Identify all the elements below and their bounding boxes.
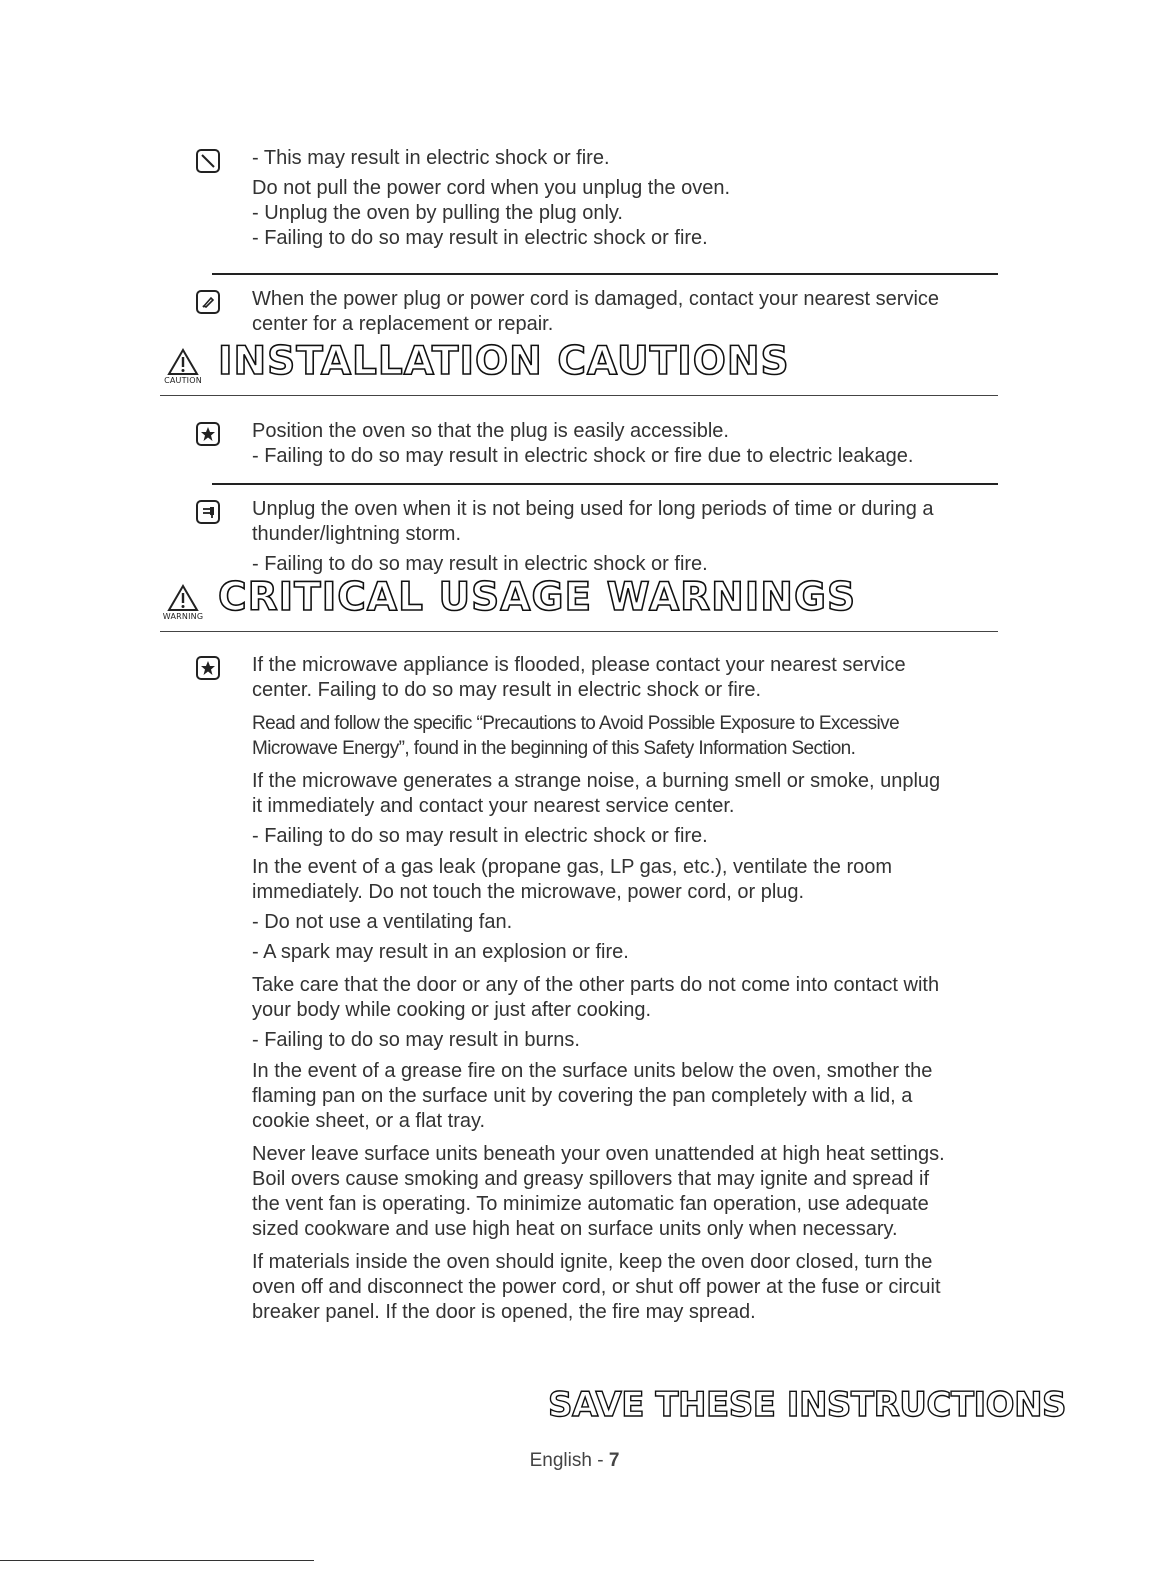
- footer-language: English -: [529, 1450, 609, 1471]
- paragraph: [252, 1142, 1001, 1242]
- section-title: CRITICAL USAGE WARNINGS: [218, 575, 857, 620]
- text-line: thunder/lightning storm.: [252, 523, 462, 545]
- text-line: it immediately and contact your nearest service center.: [252, 795, 735, 817]
- damaged-cord-warning: [196, 287, 1001, 337]
- text-line: When the power plug or power cord is damaged, contact your nearest service: [252, 288, 940, 310]
- heading-underline: [160, 631, 998, 632]
- section-title: INSTALLATION CAUTIONS: [218, 339, 790, 384]
- text-line: Position the oven so that the plug is easily accessible.: [252, 420, 729, 442]
- power-cord-warning: [196, 146, 1001, 251]
- text-line: - Failing to do so may result in electric shock or fire.: [252, 227, 708, 249]
- warning-badge: [160, 584, 206, 621]
- text-line: Do not pull the power cord when you unplug the oven.: [252, 177, 731, 199]
- paragraph: [252, 973, 1001, 1053]
- text-line: If materials inside the oven should ignite, keep the oven door closed, turn the: [252, 1251, 933, 1273]
- caution-badge: [160, 348, 206, 385]
- star-instruction-icon: [196, 656, 220, 680]
- text-line: center. Failing to do so may result in electric shock or fire.: [252, 679, 762, 701]
- unplug-icon: [196, 500, 220, 524]
- text-line: cookie sheet, or a flat tray.: [252, 1110, 486, 1132]
- text-line: - Do not use a ventilating fan.: [252, 911, 513, 933]
- installation-cautions-heading: [160, 339, 998, 396]
- text-line: your body while cooking or just after cooking.: [252, 999, 652, 1021]
- text-line: Read and follow the specific “Precautions to Avoid Possible Exposure to Excessive: [252, 713, 900, 734]
- save-these-instructions: SAVE THESE INSTRUCTIONS: [548, 1385, 1067, 1425]
- text-line: Take care that the door or any of the other parts do not come into contact with: [252, 974, 940, 996]
- paragraph: [252, 653, 1001, 703]
- text-line: Microwave Energy”, found in the beginning of this Safety Information Section.: [252, 738, 856, 759]
- bottom-rule: [0, 1560, 314, 1561]
- text-line: - Failing to do so may result in electric shock or fire.: [252, 553, 708, 575]
- text-line: - Unplug the oven by pulling the plug only.: [252, 202, 623, 224]
- text-line: If the microwave generates a strange noise, a burning smell or smoke, unplug: [252, 770, 941, 792]
- paragraph: [252, 711, 1001, 761]
- text-line: If the microwave appliance is flooded, please contact your nearest service: [252, 654, 906, 676]
- text-line: Unplug the oven when it is not being used for long periods of time or during a: [252, 498, 934, 520]
- text-line: immediately. Do not touch the microwave, power cord, or plug.: [252, 881, 805, 903]
- text-line: - Failing to do so may result in electric shock or fire.: [252, 825, 708, 847]
- divider: [212, 273, 998, 275]
- paragraph: [252, 1250, 1001, 1325]
- divider: [212, 483, 998, 485]
- warning-triangle-icon: [167, 348, 199, 376]
- text-line: center for a replacement or repair.: [252, 313, 554, 335]
- paragraph: [252, 769, 1001, 849]
- text-line: - Failing to do so may result in electric shock or fire due to electric leakage.: [252, 445, 914, 467]
- unplug-instruction: [196, 497, 1001, 577]
- caution-label: CAUTION: [164, 376, 202, 385]
- text-line: - A spark may result in an explosion or fire.: [252, 941, 629, 963]
- heading-underline: [160, 395, 998, 396]
- page-number: 7: [608, 1450, 620, 1471]
- warning-label: WARNING: [162, 612, 204, 621]
- text-line: - This may result in electric shock or fire.: [252, 147, 610, 169]
- text-line: sized cookware and use high heat on surface units only when necessary.: [252, 1218, 898, 1240]
- warning-triangle-icon: [167, 584, 199, 612]
- page-footer: [0, 1450, 1149, 1472]
- paragraph: [252, 1059, 1001, 1134]
- star-instruction-icon: [196, 422, 220, 446]
- text-line: In the event of a grease fire on the surface units below the oven, smother the: [252, 1060, 933, 1082]
- text-line: the vent fan is operating. To minimize automatic fan operation, use adequate: [252, 1193, 929, 1215]
- text-line: oven off and disconnect the power cord, or shut off power at the fuse or circuit: [252, 1276, 941, 1298]
- text-line: In the event of a gas leak (propane gas, LP gas, etc.), ventilate the room: [252, 856, 893, 878]
- critical-warnings-list: [196, 653, 1001, 1325]
- critical-usage-warnings-heading: [160, 575, 998, 632]
- paragraph: [252, 855, 1001, 965]
- accessible-plug-instruction: [196, 419, 1001, 469]
- contact-service-icon: [196, 290, 220, 314]
- text-line: Boil overs cause smoking and greasy spillovers that may ignite and spread if: [252, 1168, 930, 1190]
- text-line: breaker panel. If the door is opened, the fire may spread.: [252, 1301, 756, 1323]
- text-line: flaming pan on the surface unit by covering the pan completely with a lid, a: [252, 1085, 913, 1107]
- text-line: Never leave surface units beneath your oven unattended at high heat settings.: [252, 1143, 945, 1165]
- no-entry-icon: [196, 149, 220, 173]
- text-line: - Failing to do so may result in burns.: [252, 1029, 580, 1051]
